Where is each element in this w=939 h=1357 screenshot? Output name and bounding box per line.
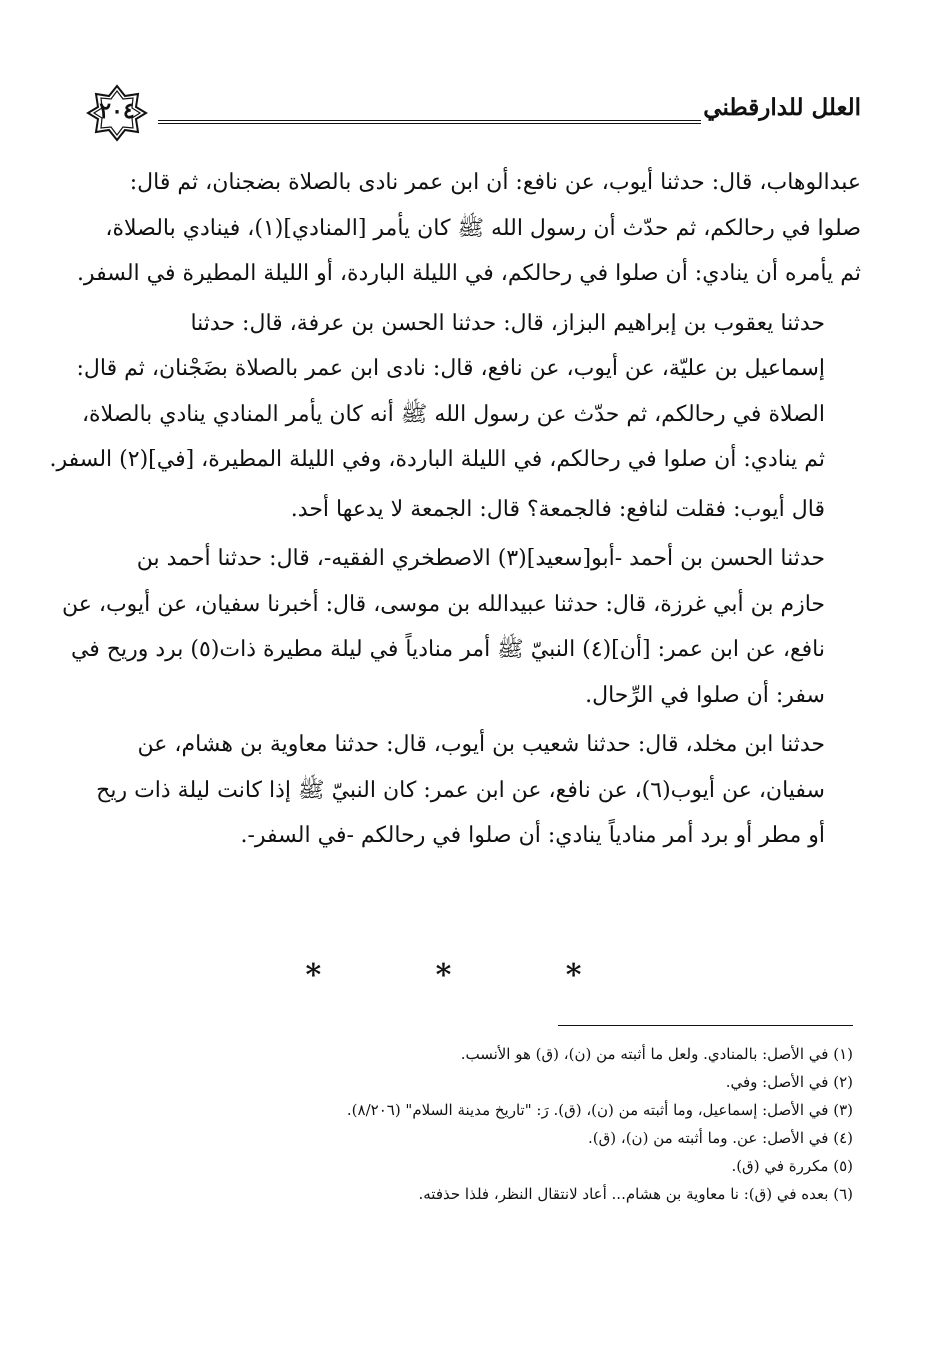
footnote: (٣) في الأصل: إسماعيل، وما أثبته من (ن)، (ق). رَ: "تاريخ مدينة السلام" (٨/٢٠٦). <box>346 1101 853 1119</box>
text-line: أو مطر أو برد أمر منادياً ينادي: أن صلوا في رحالكم -في السفر-. <box>240 823 825 848</box>
footnote: (٤) في الأصل: عن. وما أثبته من (ن)، (ق). <box>587 1129 853 1147</box>
text-line: إسماعيل بن عليّة، عن أيوب، عن نافع، قال: نادى ابن عمر بالصلاة بضَجْنان، ثم قال: <box>76 356 825 381</box>
text-line: ثم ينادي: أن صلوا في رحالكم، في الليلة الباردة، وفي الليلة المطيرة، [في](٢) السفر. <box>49 447 825 472</box>
page-number: ٢٠٤ <box>99 98 135 124</box>
separator-star: * <box>305 958 374 993</box>
footnote: (١) في الأصل: بالمنادي. ولعل ما أثبته من (ن)، (ق) هو الأنسب. <box>460 1045 853 1063</box>
page-number-ornament <box>78 84 156 142</box>
paragraph <box>78 160 861 297</box>
book-title: العلل للدارقطني <box>703 94 861 121</box>
text-line: نافع، عن ابن عمر: [أن](٤) النبيّ ﷺ أمر منادياً في ليلة مطيرة ذات(٥) برد وريح في <box>70 637 825 662</box>
paragraph <box>78 722 861 859</box>
running-header <box>78 84 861 142</box>
footnote: (٥) مكررة في (ق). <box>731 1157 853 1175</box>
paragraph <box>78 487 861 533</box>
text-line: حدثنا ابن مخلد، قال: حدثنا شعيب بن أيوب، قال: حدثنا معاوية بن هشام، عن <box>137 732 825 757</box>
text-line: حازم بن أبي غرزة، قال: حدثنا عبيدالله بن موسى، قال: أخبرنا سفيان، عن أيوب، عن <box>61 591 825 617</box>
main-text <box>49 160 861 859</box>
text-line: صلوا في رحالكم، ثم حدّث أن رسول الله ﷺ كان يأمر [المنادي](١)، فينادي بالصلاة، <box>105 215 861 241</box>
separator-star: * <box>435 958 504 993</box>
separator-star: * <box>565 958 634 993</box>
text-line: قال أيوب: فقلت لنافع: فالجمعة؟ قال: الجمعة لا يدعها أحد. <box>290 496 825 522</box>
text-line: سفر: أن صلوا في الرِّحال. <box>585 682 825 708</box>
text-line: الصلاة في رحالكم، ثم حدّث عن رسول الله ﷺ أنه كان يأمر المنادي ينادي بالصلاة، <box>81 401 825 427</box>
footnote-rule <box>558 1025 853 1026</box>
footnote: (٦) بعده في (ق): نا معاوية بن هشام... أعاد لانتقال النظر، فلذا حذفته. <box>418 1185 853 1203</box>
section-separator <box>0 958 939 993</box>
text-line: حدثنا يعقوب بن إبراهيم البزاز، قال: حدثنا الحسن بن عرفة، قال: حدثنا <box>190 310 825 336</box>
text-line: عبدالوهاب، قال: حدثنا أيوب، عن نافع: أن ابن عمر نادى بالصلاة بضجنان، ثم قال: <box>129 170 861 195</box>
header-rule <box>158 120 701 124</box>
footnote: (٢) في الأصل: وفي. <box>725 1073 853 1091</box>
paragraph <box>49 301 861 483</box>
paragraph <box>61 536 861 718</box>
text-line: حدثنا الحسن بن أحمد -أبو[سعيد](٣) الاصطخري الفقيه-، قال: حدثنا أحمد بن <box>136 546 825 571</box>
footnotes <box>80 1040 853 1208</box>
text-line: سفيان، عن أيوب(٦)، عن نافع، عن ابن عمر: كان النبيّ ﷺ إذا كانت ليلة ذات ريح <box>96 777 825 803</box>
text-line: ثم يأمره أن ينادي: أن صلوا في رحالكم، في الليلة الباردة، أو الليلة المطيرة في السفر. <box>76 261 861 286</box>
